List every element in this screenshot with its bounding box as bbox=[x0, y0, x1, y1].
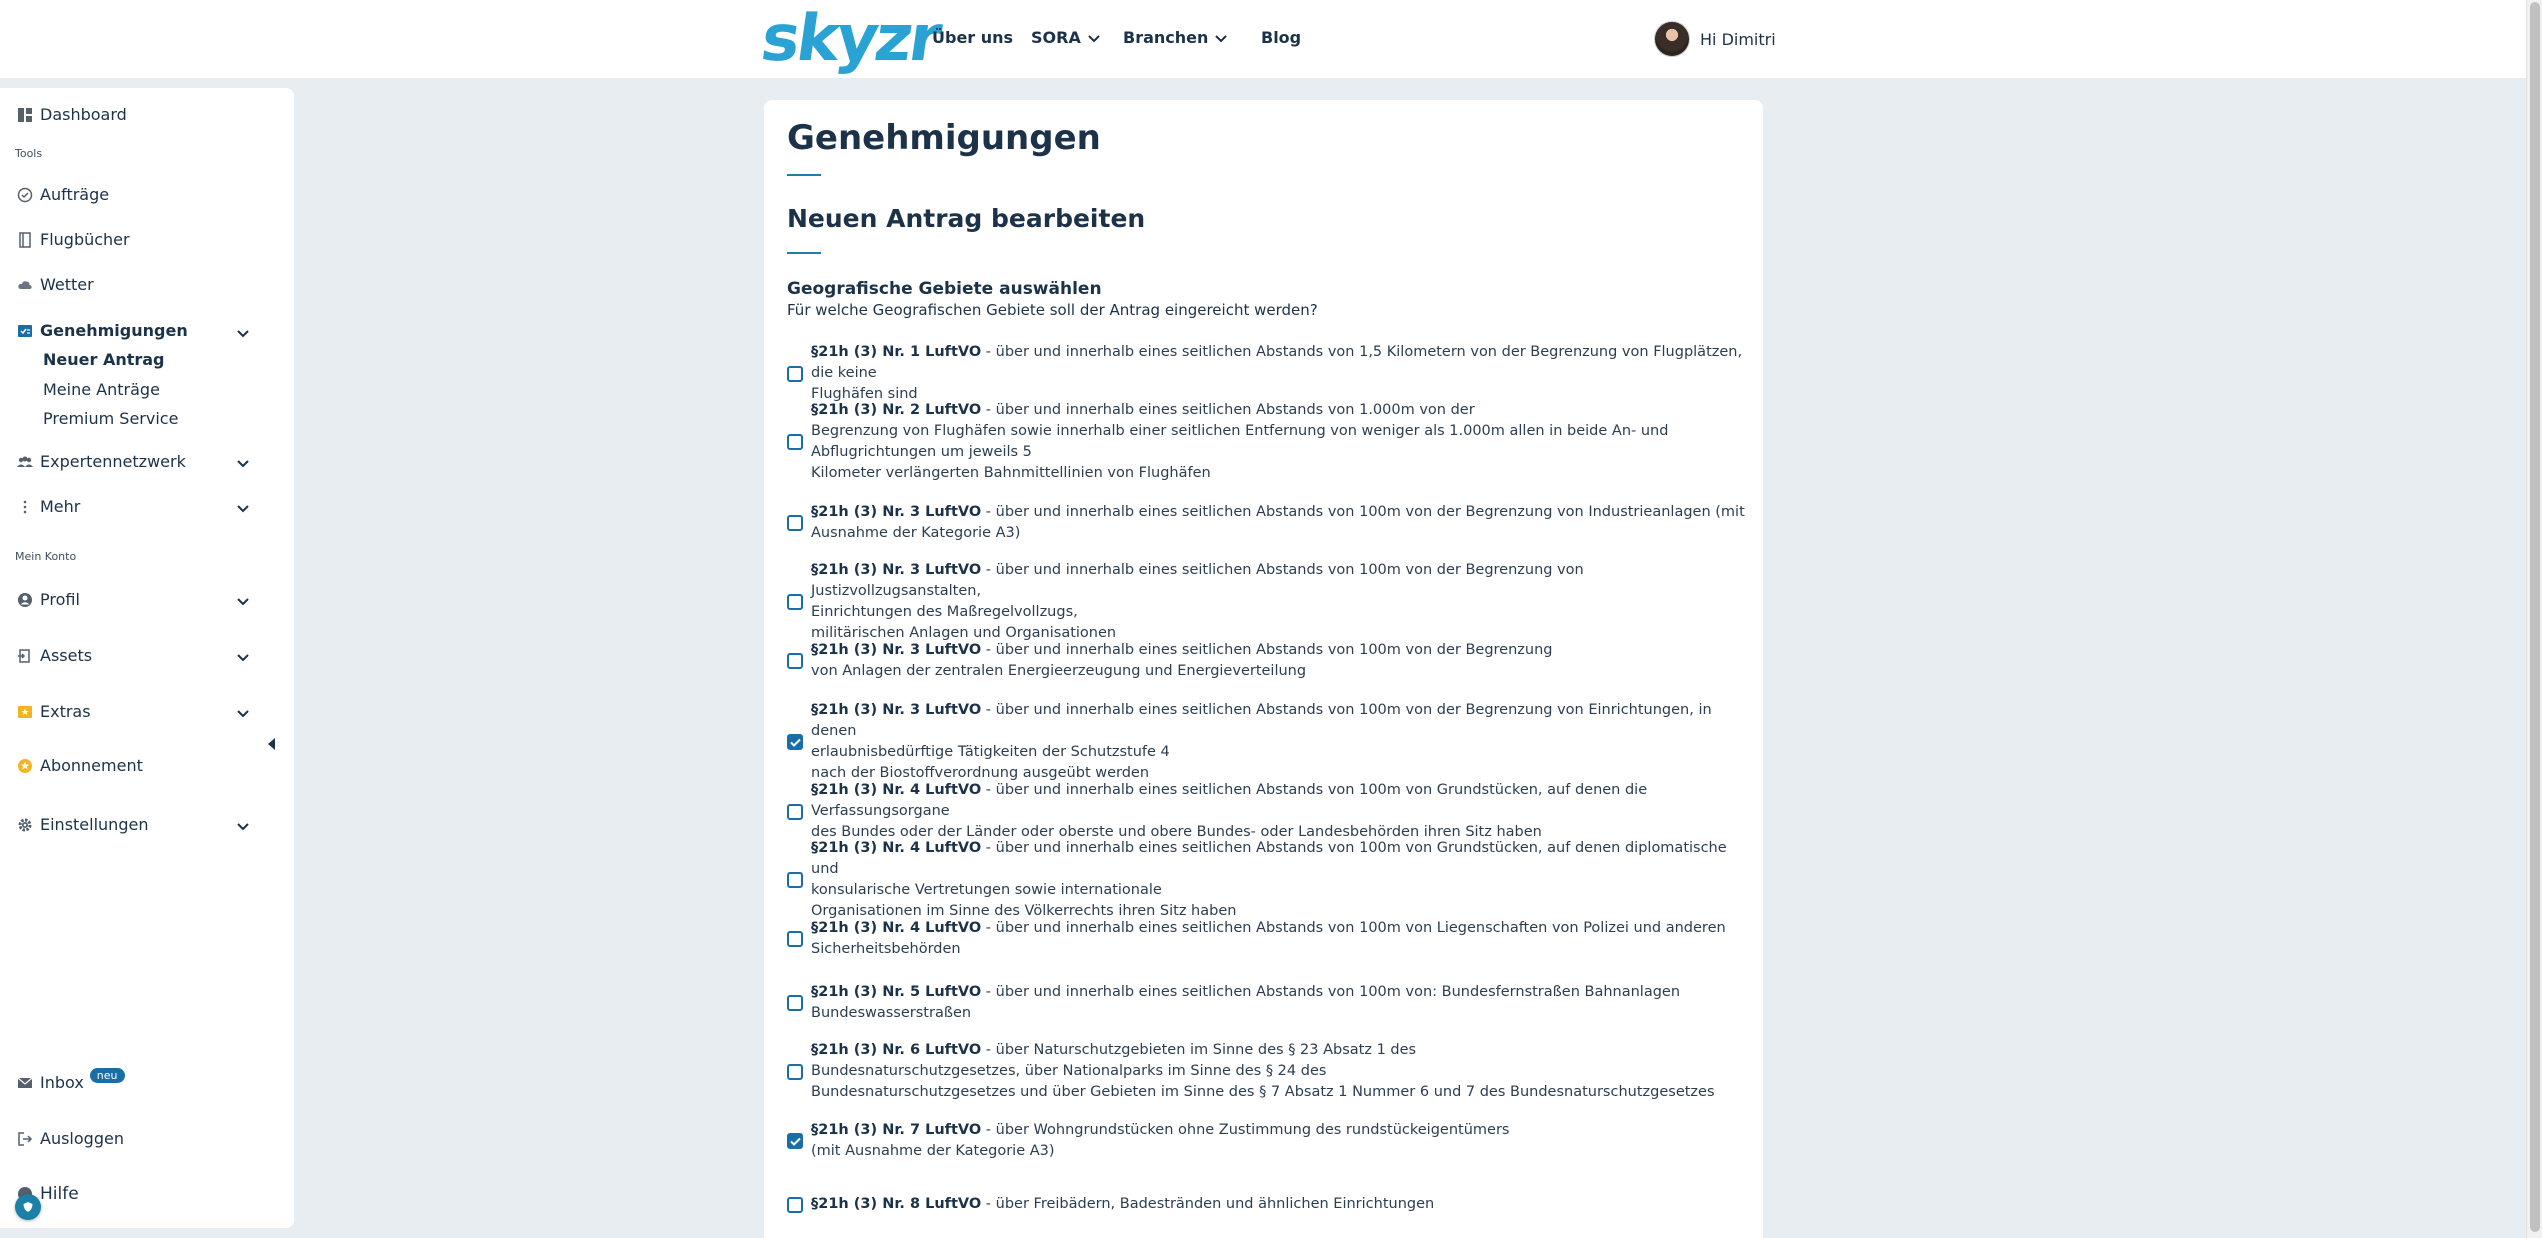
option-label bbox=[811, 560, 1747, 644]
option-checkbox[interactable] bbox=[787, 734, 803, 750]
option-code: §21h (3) Nr. 3 LuftVO bbox=[811, 504, 982, 520]
sidebar-subitem-premium-service[interactable]: Premium Service bbox=[43, 409, 179, 428]
option-text-line: Kilometer verlängerten Bahnmittellinien von Flughäfen bbox=[811, 465, 1211, 481]
chevron-down-icon bbox=[1214, 31, 1228, 45]
option-text-line: (mit Ausnahme der Kategorie A3) bbox=[811, 1143, 1055, 1159]
option-code: §21h (3) Nr. 4 LuftVO bbox=[811, 840, 982, 856]
option-label bbox=[811, 918, 1726, 960]
area-option-11[interactable] bbox=[787, 1040, 1747, 1103]
cloud-icon bbox=[16, 276, 34, 294]
option-label bbox=[811, 780, 1747, 843]
option-code: §21h (3) Nr. 5 LuftVO bbox=[811, 984, 982, 1000]
chevron-down-icon bbox=[1087, 31, 1101, 45]
page-subtitle: Neuen Antrag bearbeiten bbox=[787, 204, 1146, 233]
area-option-2[interactable] bbox=[787, 400, 1747, 484]
option-text-line: Bundeswasserstraßen bbox=[811, 1005, 972, 1021]
nav-blog[interactable]: Blog bbox=[1261, 28, 1302, 47]
area-option-4[interactable] bbox=[787, 560, 1747, 644]
option-label bbox=[811, 502, 1745, 544]
gear-icon bbox=[16, 816, 34, 834]
sidebar-item-ausloggen[interactable]: Ausloggen bbox=[16, 1129, 124, 1148]
sidebar-item-inbox[interactable]: Inbox neu bbox=[16, 1073, 125, 1092]
sidebar-item-mehr[interactable]: Mehr bbox=[16, 497, 80, 516]
nav-ueber-uns[interactable]: Über uns bbox=[932, 28, 1014, 47]
area-option-8[interactable] bbox=[787, 838, 1747, 922]
star-badge-icon bbox=[16, 757, 34, 775]
area-option-12[interactable] bbox=[787, 1120, 1747, 1162]
option-checkbox[interactable] bbox=[787, 995, 803, 1011]
section-description: Für welche Geografischen Gebiete soll der Antrag eingereicht werden? bbox=[787, 301, 1318, 319]
option-text-line: - über und innerhalb eines seitlichen Abstands von 100m von der Begrenzung von Justizvollzugsanstalten, bbox=[811, 562, 1584, 599]
subtitle-underline bbox=[787, 252, 821, 254]
greeting: Hi Dimitri bbox=[1700, 29, 1776, 49]
sidebar-item-expertennetzwerk[interactable]: Expertennetzwerk bbox=[16, 452, 186, 471]
sidebar-item-einstellungen[interactable]: Einstellungen bbox=[16, 815, 148, 834]
permit-icon bbox=[16, 322, 34, 340]
users-icon bbox=[16, 453, 34, 471]
scrollbar[interactable] bbox=[2526, 0, 2542, 1238]
option-text-line: Begrenzung von Flughäfen sowie innerhalb einer seitlichen Entfernung von weniger als 1.000m allen in beide An- und bbox=[811, 423, 1669, 439]
chevron-down-icon[interactable] bbox=[234, 454, 252, 472]
option-code: §21h (3) Nr. 4 LuftVO bbox=[811, 920, 982, 936]
new-badge: neu bbox=[90, 1068, 125, 1083]
option-text-line: erlaubnisbedürftige Tätigkeiten der Schutzstufe 4 bbox=[811, 744, 1170, 760]
option-checkbox[interactable] bbox=[787, 594, 803, 610]
sidebar-item-extras[interactable]: Extras bbox=[16, 702, 91, 721]
mail-icon bbox=[16, 1074, 34, 1092]
area-option-3[interactable] bbox=[787, 502, 1747, 544]
sidebar-item-abonnement[interactable]: Abonnement bbox=[16, 756, 143, 775]
chevron-down-icon[interactable] bbox=[234, 648, 252, 666]
option-text-line: - über und innerhalb eines seitlichen Abstands von 100m von der Begrenzung von Industrieanlagen (mit bbox=[981, 504, 1745, 520]
option-checkbox[interactable] bbox=[787, 653, 803, 669]
option-checkbox[interactable] bbox=[787, 1064, 803, 1080]
option-code: §21h (3) Nr. 8 LuftVO bbox=[811, 1196, 982, 1212]
option-text-line: Ausnahme der Kategorie A3) bbox=[811, 525, 1021, 541]
chevron-down-icon[interactable] bbox=[234, 592, 252, 610]
sidebar-subitem-neuer-antrag[interactable]: Neuer Antrag bbox=[43, 350, 165, 369]
option-code: §21h (3) Nr. 3 LuftVO bbox=[811, 562, 982, 578]
check-circle-icon bbox=[16, 186, 34, 204]
sidebar-item-flugbuecher[interactable]: Flugbücher bbox=[16, 230, 130, 249]
option-checkbox[interactable] bbox=[787, 515, 803, 531]
option-text-line: nach der Biostoffverordnung ausgeübt werden bbox=[811, 765, 1150, 781]
sidebar-subitem-meine-antraege[interactable]: Meine Anträge bbox=[43, 380, 160, 399]
top-header bbox=[0, 0, 2526, 78]
user-menu[interactable] bbox=[1654, 21, 1776, 57]
skyzr-logo[interactable]: skyzr bbox=[756, 2, 944, 76]
option-label bbox=[811, 982, 1680, 1024]
assets-icon bbox=[16, 647, 34, 665]
option-text-line: Einrichtungen des Maßregelvollzugs, bbox=[811, 604, 1078, 620]
sidebar-item-assets[interactable]: Assets bbox=[16, 646, 92, 665]
option-checkbox[interactable] bbox=[787, 1197, 803, 1213]
option-text-line: Bundesnaturschutzgesetzes, über Nationalparks im Sinne des § 24 des bbox=[811, 1063, 1327, 1079]
area-option-7[interactable] bbox=[787, 780, 1747, 843]
option-code: §21h (3) Nr. 4 LuftVO bbox=[811, 782, 982, 798]
shield-icon bbox=[22, 1201, 34, 1213]
option-text-line: Sicherheitsbehörden bbox=[811, 941, 961, 957]
option-text-line: militärischen Anlagen und Organisationen bbox=[811, 625, 1117, 641]
scrollbar-thumb[interactable] bbox=[2530, 2, 2540, 1232]
star-ticket-icon bbox=[16, 703, 34, 721]
sidebar-item-hilfe[interactable]: Hilfe bbox=[16, 1184, 79, 1204]
option-code: §21h (3) Nr. 7 LuftVO bbox=[811, 1122, 982, 1138]
logout-icon bbox=[16, 1130, 34, 1148]
option-text-line: - über und innerhalb eines seitlichen Abstands von 1.000m von der bbox=[981, 402, 1475, 418]
option-text-line: konsularische Vertretungen sowie internationale bbox=[811, 882, 1162, 898]
main-card bbox=[764, 100, 1763, 1238]
avatar bbox=[1654, 21, 1690, 57]
option-text-line: - über Freibädern, Badestränden und ähnlichen Einrichtungen bbox=[981, 1196, 1435, 1212]
option-text-line: - über und innerhalb eines seitlichen Abstands von 100m von Grundstücken, auf denen diplomatische und bbox=[811, 840, 1727, 877]
chevron-down-icon[interactable] bbox=[234, 499, 252, 517]
option-text-line: des Bundes oder der Länder oder oberste und obere Bundes- oder Landesbehörden ihren Sitz haben bbox=[811, 824, 1542, 840]
option-label bbox=[811, 1194, 1434, 1215]
option-checkbox[interactable] bbox=[787, 366, 803, 382]
option-checkbox[interactable] bbox=[787, 1133, 803, 1149]
book-icon bbox=[16, 231, 34, 249]
option-checkbox[interactable] bbox=[787, 931, 803, 947]
option-code: §21h (3) Nr. 1 LuftVO bbox=[811, 344, 982, 360]
sidebar-item-dashboard[interactable]: Dashboard bbox=[16, 105, 127, 124]
sidebar-item-profil[interactable]: Profil bbox=[16, 590, 80, 609]
option-label bbox=[811, 640, 1552, 682]
sidebar-section-mein-konto: Mein Konto bbox=[15, 550, 77, 563]
chevron-down-icon[interactable] bbox=[234, 704, 252, 722]
nav-branchen[interactable]: Branchen bbox=[1123, 28, 1228, 47]
option-text-line: - über und innerhalb eines seitlichen Abstands von 100m von: Bundesfernstraßen Bahnanlagen bbox=[981, 984, 1681, 1000]
collapse-sidebar-icon[interactable] bbox=[268, 738, 275, 750]
chevron-down-icon[interactable] bbox=[234, 324, 252, 342]
option-label bbox=[811, 1120, 1509, 1162]
more-vertical-icon bbox=[16, 498, 34, 516]
option-text-line: - über Wohngrundstücken ohne Zustimmung des rundstückeigentümers bbox=[981, 1122, 1510, 1138]
option-label bbox=[811, 342, 1747, 405]
user-circle-icon bbox=[16, 591, 34, 609]
title-underline bbox=[787, 174, 821, 176]
option-checkbox[interactable] bbox=[787, 872, 803, 888]
option-checkbox[interactable] bbox=[787, 434, 803, 450]
sidebar-item-auftraege[interactable]: Aufträge bbox=[16, 185, 109, 204]
area-option-1[interactable] bbox=[787, 342, 1747, 405]
option-text-line: - über und innerhalb eines seitlichen Abstands von 1,5 Kilometern von der Begrenzung von Flugplätzen, die keine bbox=[811, 344, 1743, 381]
dashboard-icon bbox=[16, 106, 34, 124]
area-option-13[interactable] bbox=[787, 1194, 1747, 1215]
area-option-6[interactable] bbox=[787, 700, 1747, 784]
option-label bbox=[811, 1040, 1715, 1103]
option-text-line: - über und innerhalb eines seitlichen Abstands von 100m von Liegenschaften von Polizei und anderen bbox=[981, 920, 1726, 936]
option-text-line: - über Naturschutzgebieten im Sinne des § 23 Absatz 1 des bbox=[981, 1042, 1417, 1058]
option-text-line: - über und innerhalb eines seitlichen Abstands von 100m von Grundstücken, auf denen die Verfassungsorgane bbox=[811, 782, 1648, 819]
option-text-line: Bundesnaturschutzgesetzes und über Gebieten im Sinne des § 7 Absatz 1 Nummer 6 und 7 des Bundesnaturschutzgesetzes bbox=[811, 1084, 1715, 1100]
option-text-line: Abflugrichtungen um jeweils 5 bbox=[811, 444, 1032, 460]
section-title: Geografische Gebiete auswählen bbox=[787, 279, 1102, 299]
option-text-line: von Anlagen der zentralen Energieerzeugung und Energieverteilung bbox=[811, 663, 1307, 679]
page-title: Genehmigungen bbox=[787, 118, 1101, 158]
option-text-line: Organisationen im Sinne des Völkerrechts ihren Sitz haben bbox=[811, 903, 1237, 919]
option-label bbox=[811, 400, 1668, 484]
option-text-line: - über und innerhalb eines seitlichen Abstands von 100m von der Begrenzung bbox=[981, 642, 1553, 658]
chevron-down-icon[interactable] bbox=[234, 817, 252, 835]
option-label bbox=[811, 838, 1747, 922]
area-option-5[interactable] bbox=[787, 640, 1747, 682]
sidebar-section-tools: Tools bbox=[15, 147, 43, 160]
area-option-10[interactable] bbox=[787, 982, 1747, 1024]
option-code: §21h (3) Nr. 3 LuftVO bbox=[811, 642, 982, 658]
option-code: §21h (3) Nr. 2 LuftVO bbox=[811, 402, 982, 418]
sidebar-item-genehmigungen[interactable]: Genehmigungen bbox=[16, 321, 188, 340]
sidebar bbox=[0, 88, 294, 1228]
option-checkbox[interactable] bbox=[787, 804, 803, 820]
option-label bbox=[811, 700, 1747, 784]
help-widget-button[interactable] bbox=[15, 1194, 41, 1220]
option-code: §21h (3) Nr. 6 LuftVO bbox=[811, 1042, 982, 1058]
option-code: §21h (3) Nr. 3 LuftVO bbox=[811, 702, 982, 718]
option-text-line: - über und innerhalb eines seitlichen Abstands von 100m von der Begrenzung von Einrichtungen, in denen bbox=[811, 702, 1712, 739]
option-text-line: Flughäfen sind bbox=[811, 386, 918, 402]
nav-sora[interactable]: SORA bbox=[1031, 28, 1101, 47]
sidebar-item-wetter[interactable]: Wetter bbox=[16, 275, 94, 294]
area-option-9[interactable] bbox=[787, 918, 1747, 960]
